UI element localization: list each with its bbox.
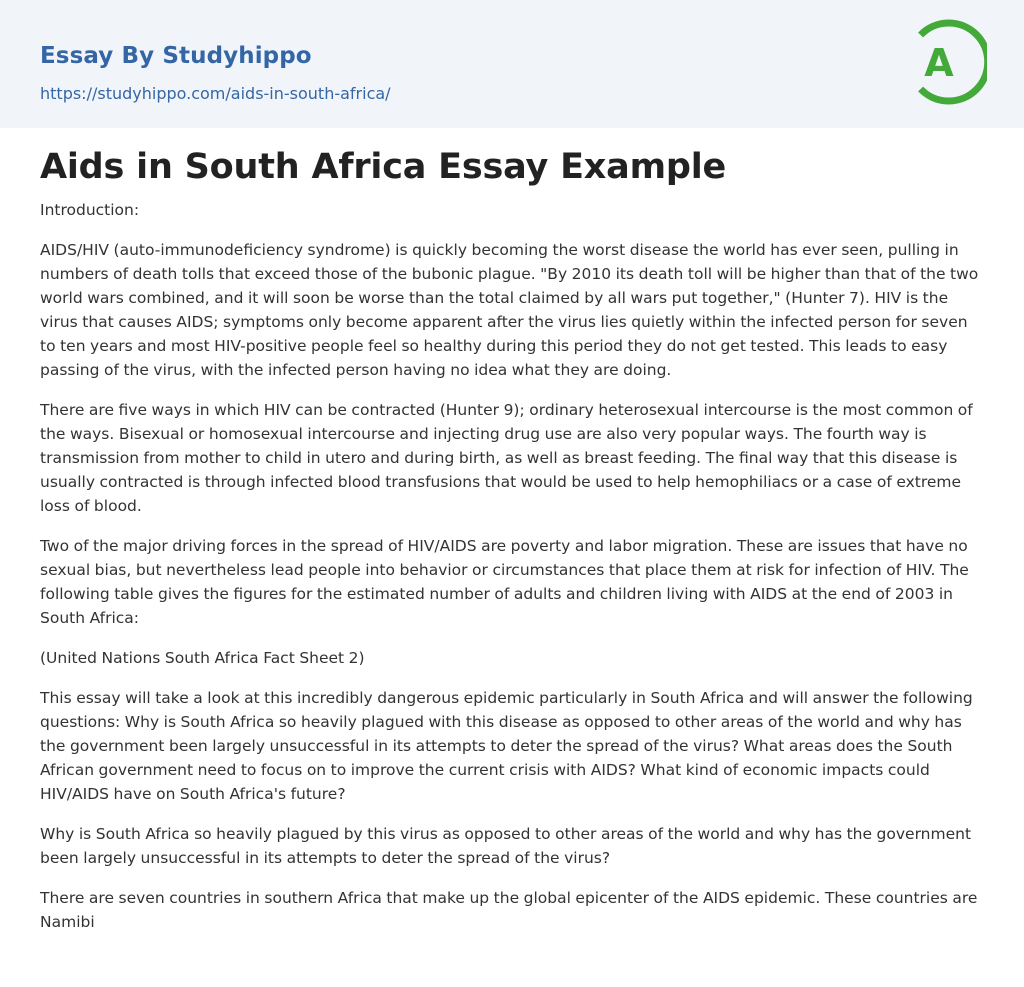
brand-title: Essay By Studyhippo (40, 43, 312, 69)
paragraph-source-citation: (United Nations South Africa Fact Sheet 2) (40, 649, 365, 667)
paragraph-essay-questions: This essay will take a look at this incredibly dangerous epidemic particularly in South Africa and will answer the following questions: Why is South Africa so heavily plagued with this disease as opposed to other areas of the world and why has the government been largely unsuccessful in its attempts to deter the spread of the virus? What areas does the South African government need to focus on to improve the current crisis with AIDS? What kind of economic impacts could HIV/AIDS have on South Africa's future? (40, 689, 973, 803)
page-title: Aids in South Africa Essay Example (40, 147, 727, 187)
paragraph-introduction-label: Introduction: (40, 201, 140, 219)
article-content (0, 128, 1024, 934)
logo-letter: A (924, 41, 954, 85)
site-header (0, 0, 1024, 128)
studyhippo-logo-icon[interactable] (913, 19, 987, 105)
paragraph-section-question: Why is South Africa so heavily plagued by this virus as opposed to other areas of the world and why has the government been largely unsuccessful in its attempts to deter the spread of the virus? (40, 825, 972, 867)
paragraph-transmission-ways: There are five ways in which HIV can be contracted (Hunter 9); ordinary heterosexual intercourse is the most common of the ways. Bisexual or homosexual intercourse and injecting drug use are also very popular ways. The fourth way is transmission from mother to child in utero and during birth, as well as breast feeding. The final way that this disease is usually contracted is through infected blood transfusions that would be used to help hemophiliacs or a case of extreme loss of blood. (40, 401, 973, 515)
paragraph-aids-overview: AIDS/HIV (auto-immunodeficiency syndrome) is quickly becoming the worst disease the world has ever seen, pulling in numbers of death tolls that exceed those of the bubonic plague. "By 2010 its death toll will be higher than that of the two world wars combined, and it will soon be worse than the total claimed by all wars put together," (Hunter 7). HIV is the virus that causes AIDS; symptoms only become apparent after the virus lies quietly within the infected person for seven to ten years and most HIV-positive people feel so healthy during this period they do not get tested. This leads to easy passing of the virus, with the infected person having no idea what they are doing. (40, 241, 979, 379)
article-url-link[interactable]: https://studyhippo.com/aids-in-south-africa/ (40, 84, 391, 103)
paragraph-seven-countries: There are seven countries in southern Africa that make up the global epicenter of the AIDS epidemic. These countries are Namibi (40, 889, 978, 931)
paragraph-driving-forces: Two of the major driving forces in the spread of HIV/AIDS are poverty and labor migration. These are issues that have no sexual bias, but nevertheless lead people into behavior or circumstances that place them at risk for infection of HIV. The following table gives the figures for the estimated number of adults and children living with AIDS at the end of 2003 in South Africa: (40, 537, 969, 627)
